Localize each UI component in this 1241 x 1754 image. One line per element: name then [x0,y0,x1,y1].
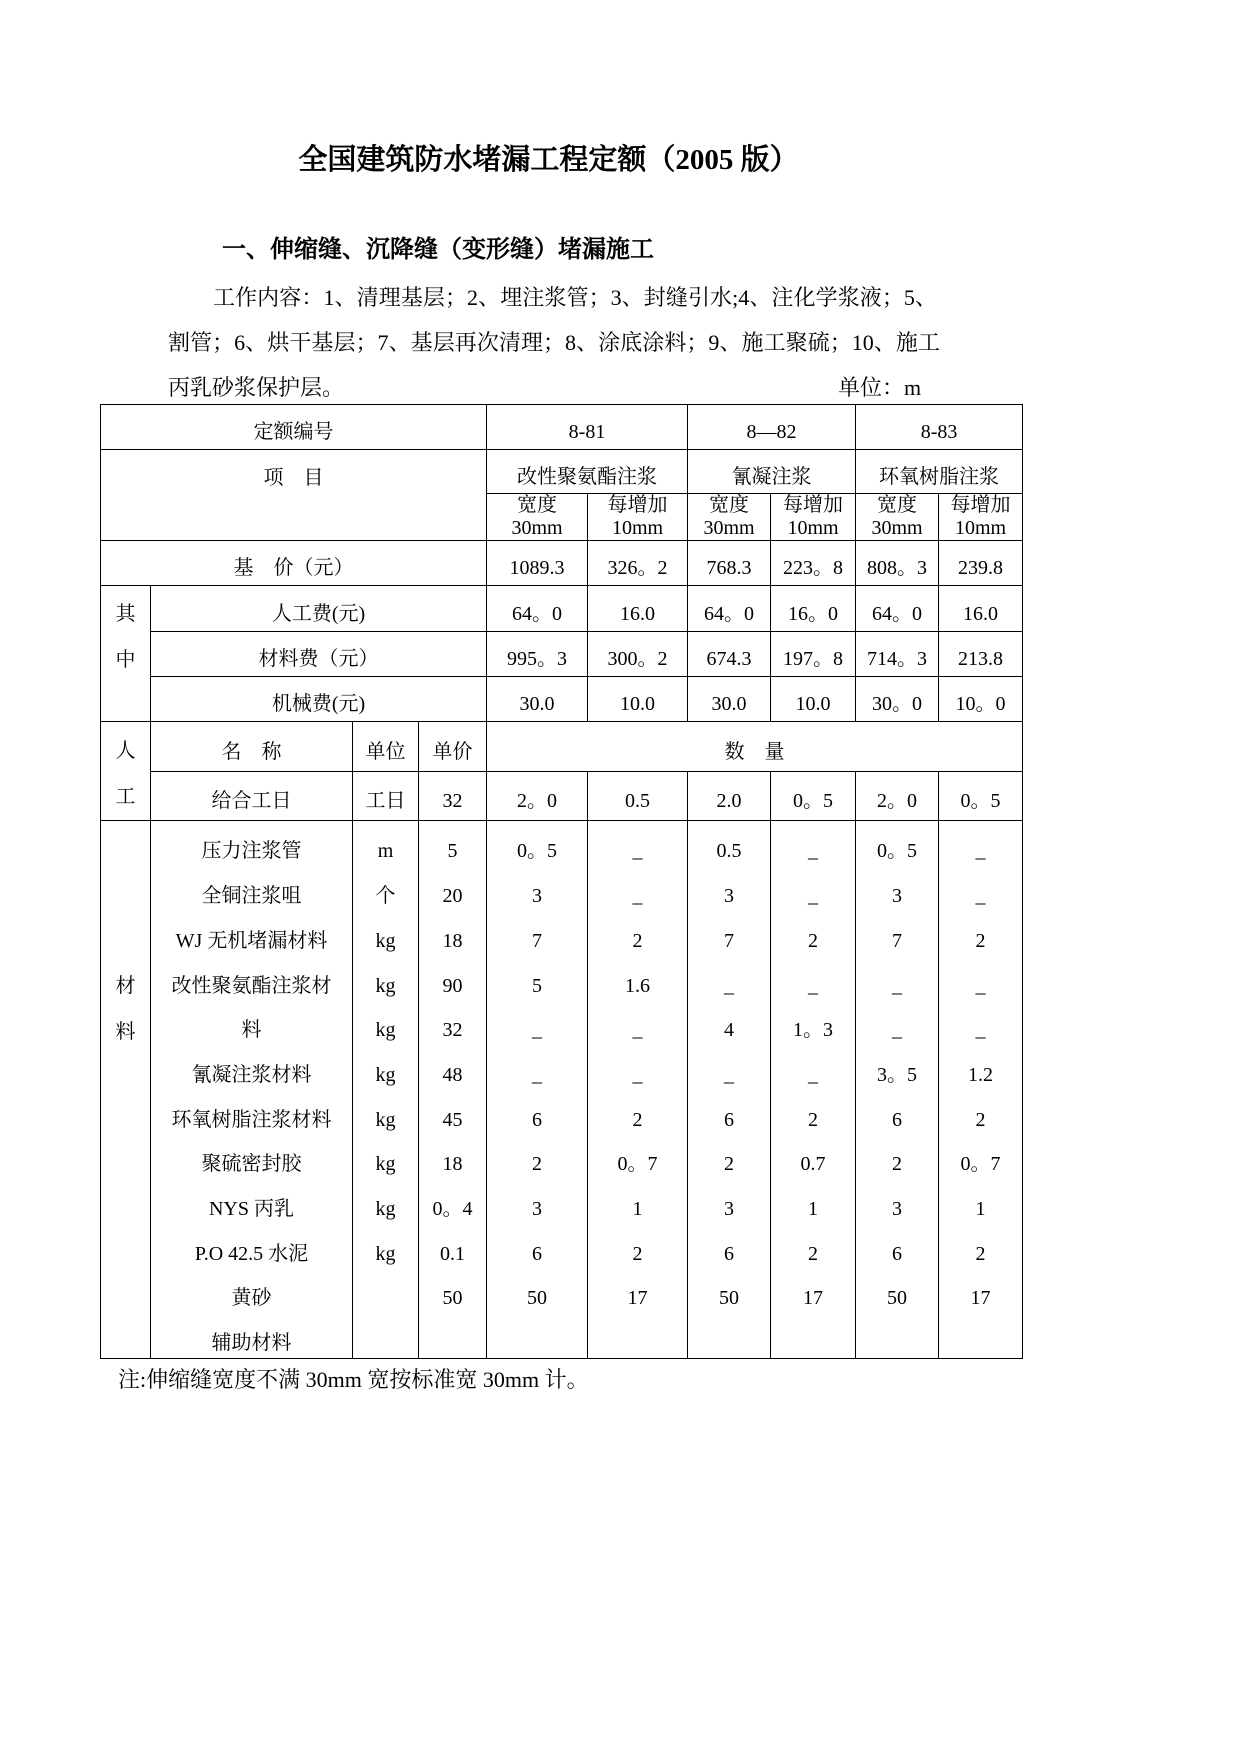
cost-label: 机械费(元) [151,677,487,722]
quantity-cell [487,1313,588,1359]
material-row [101,956,1023,1001]
quantity-cell: 1.2 [939,1045,1023,1090]
material-cost-row [101,632,1023,677]
quantity-cell: _ [771,866,856,911]
base-price-value: 326。2 [588,541,688,586]
quantity-cell: 6 [688,1224,771,1269]
material-unit: kg [353,911,419,956]
work-content-line: 工作内容：1、清理基层；2、埋注浆管；3、封缝引水;4、注化学浆液；5、 [213,285,937,310]
quantity-cell: 17 [939,1269,1023,1313]
quantity-cell: _ [939,866,1023,911]
base-price-value: 768.3 [688,541,771,586]
quantity-cell: 3 [688,1179,771,1224]
quantity-cell: 3 [487,866,588,911]
material-unit-price: 0.1 [419,1224,487,1269]
quantity-cell: 2.0 [688,772,771,821]
quantity-cell: 2 [771,1224,856,1269]
quota-code-row [101,405,1023,450]
quantity-cell: 6 [856,1224,939,1269]
cost-value: 30.0 [487,677,588,722]
labor-row [101,772,1023,821]
quantity-cell: 2 [588,1090,688,1135]
quota-code: 8-83 [856,405,1023,450]
quantity-cell: _ [939,1001,1023,1045]
material-row [101,1045,1023,1090]
document-title: 全国建筑防水堵漏工程定额（2005 版） [298,144,799,176]
table-footnote: 注:伸缩缝宽度不满 30mm 宽按标准宽 30mm 计。 [118,1367,589,1392]
material-name: 改性聚氨酯注浆材 [151,956,353,1001]
cost-label: 材料费（元） [151,632,487,677]
width-header [856,494,939,541]
cost-value: 300。2 [588,632,688,677]
material-unit-price: 20 [419,866,487,911]
labor-label: 人工 [115,740,136,808]
quantity-cell: 3 [688,866,771,911]
quantity-cell: 2。0 [856,772,939,821]
breakdown-label: 其中 [115,603,136,671]
quantity-cell: _ [588,1045,688,1090]
method-header: 氰凝注浆 [688,450,856,494]
quantity-cell: 7 [688,911,771,956]
material-unit: kg [353,1224,419,1269]
work-content-line: 丙乳砂浆保护层。 [168,375,345,400]
width-header [771,494,856,541]
quantity-cell [856,1313,939,1359]
quantity-cell [588,1313,688,1359]
quantity-cell: 2 [856,1135,939,1179]
method-header: 环氧树脂注浆 [856,450,1023,494]
width-header [588,494,688,541]
quantity-cell: _ [771,956,856,1001]
quantity-cell: 2 [588,911,688,956]
quantity-cell: 2 [688,1135,771,1179]
labor-header-row [101,722,1023,772]
quantity-cell: 0.5 [688,821,771,866]
quota-table [100,404,1023,1359]
material-row [101,911,1023,956]
cost-value: 213.8 [939,632,1023,677]
width-header-line: 10mm [787,517,839,539]
material-name: 环氧树脂注浆材料 [151,1090,353,1135]
material-name: WJ 无机堵漏材料 [151,911,353,956]
material-unit: kg [353,1045,419,1090]
quantity-cell: _ [856,1001,939,1045]
width-header-line: 每增加 [607,494,668,516]
quantity-cell: _ [487,1001,588,1045]
cost-label: 人工费(元) [151,586,487,632]
width-header-line: 30mm [871,517,923,539]
width-header-line: 每增加 [783,494,844,516]
quantity-cell: 0.7 [771,1135,856,1179]
material-row [101,1090,1023,1135]
material-unit: kg [353,1001,419,1045]
width-header-line: 30mm [703,517,755,539]
quantity-cell: _ [487,1045,588,1090]
quantity-cell: _ [771,821,856,866]
quota-code: 8—82 [688,405,856,450]
material-unit-price: 18 [419,1135,487,1179]
quantity-cell [939,1313,1023,1359]
material-row [101,1001,1023,1045]
material-row [101,1135,1023,1179]
quantity-cell: 1 [771,1179,856,1224]
base-price-value: 808。3 [856,541,939,586]
material-unit-price: 50 [419,1269,487,1313]
quota-code-label: 定额编号 [101,405,487,450]
material-name: 压力注浆管 [151,821,353,866]
material-name: 辅助材料 [151,1313,353,1359]
quantity-cell: 0.5 [588,772,688,821]
material-unit: kg [353,1135,419,1179]
cost-value: 16。0 [771,586,856,632]
cost-value: 30.0 [688,677,771,722]
material-name: 全铜注浆咀 [151,866,353,911]
cost-value: 30。0 [856,677,939,722]
material-row [101,1179,1023,1224]
quantity-cell: 6 [688,1090,771,1135]
unit-label: 单位：m [838,375,922,400]
cost-value: 10.0 [771,677,856,722]
material-unit [353,1313,419,1359]
material-unit-price: 32 [419,1001,487,1045]
material-name: NYS 丙乳 [151,1179,353,1224]
quantity-header: 数 量 [487,722,1023,772]
quantity-cell: _ [688,1045,771,1090]
cost-value: 674.3 [688,632,771,677]
quantity-cell: 2 [939,1090,1023,1135]
cost-value: 64。0 [856,586,939,632]
quantity-cell: 17 [588,1269,688,1313]
base-price-row [101,541,1023,586]
material-unit: kg [353,956,419,1001]
quantity-cell: 7 [487,911,588,956]
material-row [101,821,1023,866]
quantity-cell: 0。5 [487,821,588,866]
width-header-line: 10mm [611,517,664,539]
material-unit [353,1269,419,1313]
quantity-cell: 3 [856,1179,939,1224]
labor-cost-row [101,586,1023,632]
cost-value: 995。3 [487,632,588,677]
width-header-line: 每增加 [950,494,1011,516]
cost-value: 10.0 [588,677,688,722]
quantity-cell: 50 [688,1269,771,1313]
unit-price-header: 单价 [419,722,487,772]
width-header-line: 宽度 [709,494,750,516]
quantity-cell: 2 [771,911,856,956]
quantity-cell: 5 [487,956,588,1001]
material-row [101,1313,1023,1359]
material-unit-price: 45 [419,1090,487,1135]
quantity-cell: 1。3 [771,1001,856,1045]
quantity-cell: 2 [771,1090,856,1135]
item-label: 项 目 [101,450,487,541]
material-unit-price [419,1313,487,1359]
machinery-cost-row [101,677,1023,722]
width-header [688,494,771,541]
width-header-line: 10mm [954,517,1007,539]
quantity-cell: _ [688,956,771,1001]
quantity-cell: _ [588,821,688,866]
labor-unit-price: 32 [419,772,487,821]
quantity-cell: 0。7 [588,1135,688,1179]
unit-header: 单位 [353,722,419,772]
quantity-cell: 6 [487,1224,588,1269]
quantity-cell: 2 [588,1224,688,1269]
work-content-line: 割管；6、烘干基层；7、基层再次清理；8、涂底涂料；9、施工聚硫；10、施工 [168,330,940,355]
width-header [939,494,1023,541]
quantity-cell: 0。5 [939,772,1023,821]
material-unit: 个 [353,866,419,911]
material-row [101,866,1023,911]
material-name: 氰凝注浆材料 [151,1045,353,1090]
quantity-cell: 2 [487,1135,588,1179]
item-header-row [101,450,1023,494]
quantity-cell: 2。0 [487,772,588,821]
labor-name: 给合工日 [151,772,353,821]
cost-value: 64。0 [688,586,771,632]
material-row [101,1269,1023,1313]
material-unit: kg [353,1179,419,1224]
quantity-cell: _ [939,956,1023,1001]
cost-value: 197。8 [771,632,856,677]
quantity-cell: _ [771,1045,856,1090]
base-price-value: 223。8 [771,541,856,586]
quantity-cell: 4 [688,1001,771,1045]
material-unit-price: 18 [419,911,487,956]
material-row [101,1224,1023,1269]
base-price-label: 基 价（元） [101,541,487,586]
quantity-cell: 2 [939,911,1023,956]
labor-section [101,722,151,821]
base-price-value: 1089.3 [487,541,588,586]
quantity-cell [688,1313,771,1359]
quantity-cell: 2 [939,1224,1023,1269]
cost-value: 16.0 [939,586,1023,632]
method-header: 改性聚氨酯注浆 [487,450,688,494]
material-name: 料 [151,1001,353,1045]
breakdown-section [101,586,151,722]
materials-label: 材料 [115,975,136,1043]
quantity-cell: 1 [588,1179,688,1224]
material-name: 黄砂 [151,1269,353,1313]
quantity-cell: 1.6 [588,956,688,1001]
quantity-cell: 50 [487,1269,588,1313]
material-unit: m [353,821,419,866]
material-unit-price: 0。4 [419,1179,487,1224]
name-header: 名 称 [151,722,353,772]
material-unit: kg [353,1090,419,1135]
width-header [487,494,588,541]
base-price-value: 239.8 [939,541,1023,586]
quota-code: 8-81 [487,405,688,450]
material-unit-price: 5 [419,821,487,866]
quantity-cell: 3。5 [856,1045,939,1090]
width-header-line: 30mm [511,517,563,539]
labor-unit: 工日 [353,772,419,821]
quantity-cell: 6 [487,1090,588,1135]
cost-value: 714。3 [856,632,939,677]
quantity-cell: 0。7 [939,1135,1023,1179]
quantity-cell: 6 [856,1090,939,1135]
quantity-cell: 7 [856,911,939,956]
quantity-cell: 0。5 [771,772,856,821]
quantity-cell: 17 [771,1269,856,1313]
cost-value: 16.0 [588,586,688,632]
quantity-cell: _ [588,1001,688,1045]
quantity-cell: 1 [939,1179,1023,1224]
material-unit-price: 90 [419,956,487,1001]
materials-section [101,821,151,1359]
quantity-cell: 3 [856,866,939,911]
quantity-cell: 3 [487,1179,588,1224]
quantity-cell [771,1313,856,1359]
material-name: P.O 42.5 水泥 [151,1224,353,1269]
quantity-cell: 0。5 [856,821,939,866]
quantity-cell: _ [588,866,688,911]
material-unit-price: 48 [419,1045,487,1090]
cost-value: 10。0 [939,677,1023,722]
quantity-cell: 50 [856,1269,939,1313]
width-header-line: 宽度 [877,494,918,516]
material-name: 聚硫密封胶 [151,1135,353,1179]
section-heading: 一、伸缩缝、沉降缝（变形缝）堵漏施工 [222,237,654,263]
quantity-cell: _ [939,821,1023,866]
width-header-line: 宽度 [517,494,557,516]
quantity-cell: _ [856,956,939,1001]
cost-value: 64。0 [487,586,588,632]
